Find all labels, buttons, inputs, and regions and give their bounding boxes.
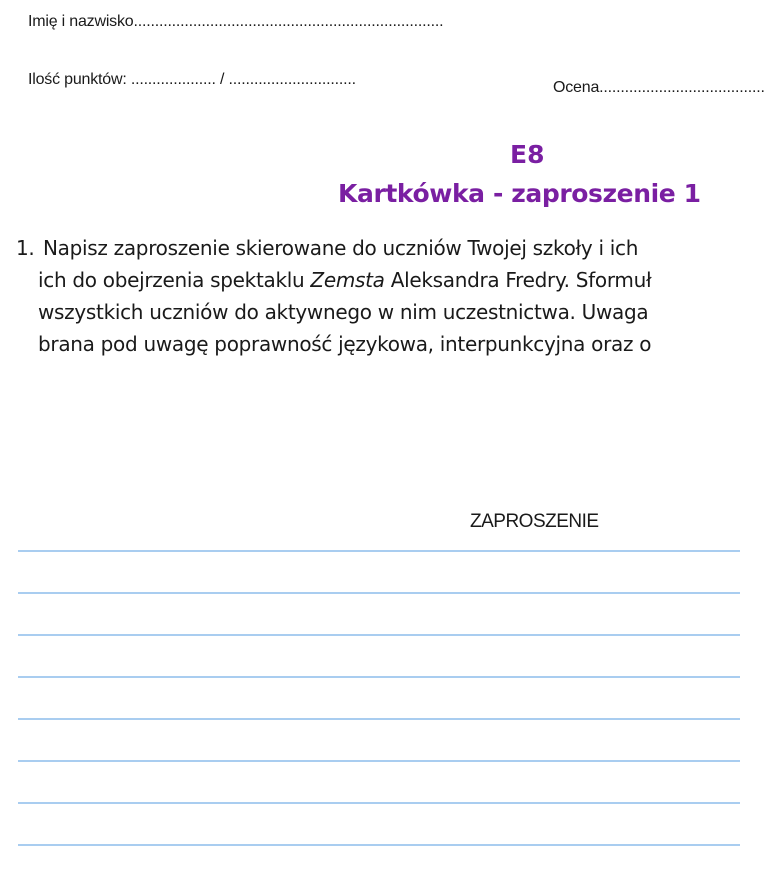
name-field-label: Imię i nazwisko......................................................................... [28,13,444,30]
writing-line [18,718,740,720]
task-line-4: brana pod uwagę poprawność językowa, interpunkcyjna oraz o [38,332,652,356]
points-field-label: Ilość punktów: .................... / .............................. [28,71,356,88]
task-line-3: wszystkich uczniów do aktywnego w nim uczestnictwa. Uwaga [38,300,649,324]
writing-area[interactable] [18,550,740,886]
writing-line [18,676,740,678]
writing-line [18,802,740,804]
task-number: 1. [16,236,35,260]
worksheet-title: Kartkówka - zaproszenie 1 [338,179,701,208]
task-line-1 [16,232,740,264]
grade-field-label: Ocena....................................... [553,79,765,96]
task-line-2-before: ich do obejrzenia spektaklu [38,268,311,292]
writing-line [18,592,740,594]
worksheet-code: E8 [510,140,545,169]
task-instructions [16,232,740,360]
writing-line [18,844,740,846]
writing-line [18,634,740,636]
play-title: Zemsta [310,268,385,292]
task-line-2-after: Aleksandra Fredry. Sformuł [384,268,652,292]
writing-line [18,760,740,762]
task-line-2 [16,264,740,296]
writing-line [18,550,740,552]
invitation-heading: ZAPROSZENIE [470,511,599,532]
task-line-1-text: Napisz zaproszenie skierowane do uczniów Twojej szkoły i ich [43,236,639,260]
